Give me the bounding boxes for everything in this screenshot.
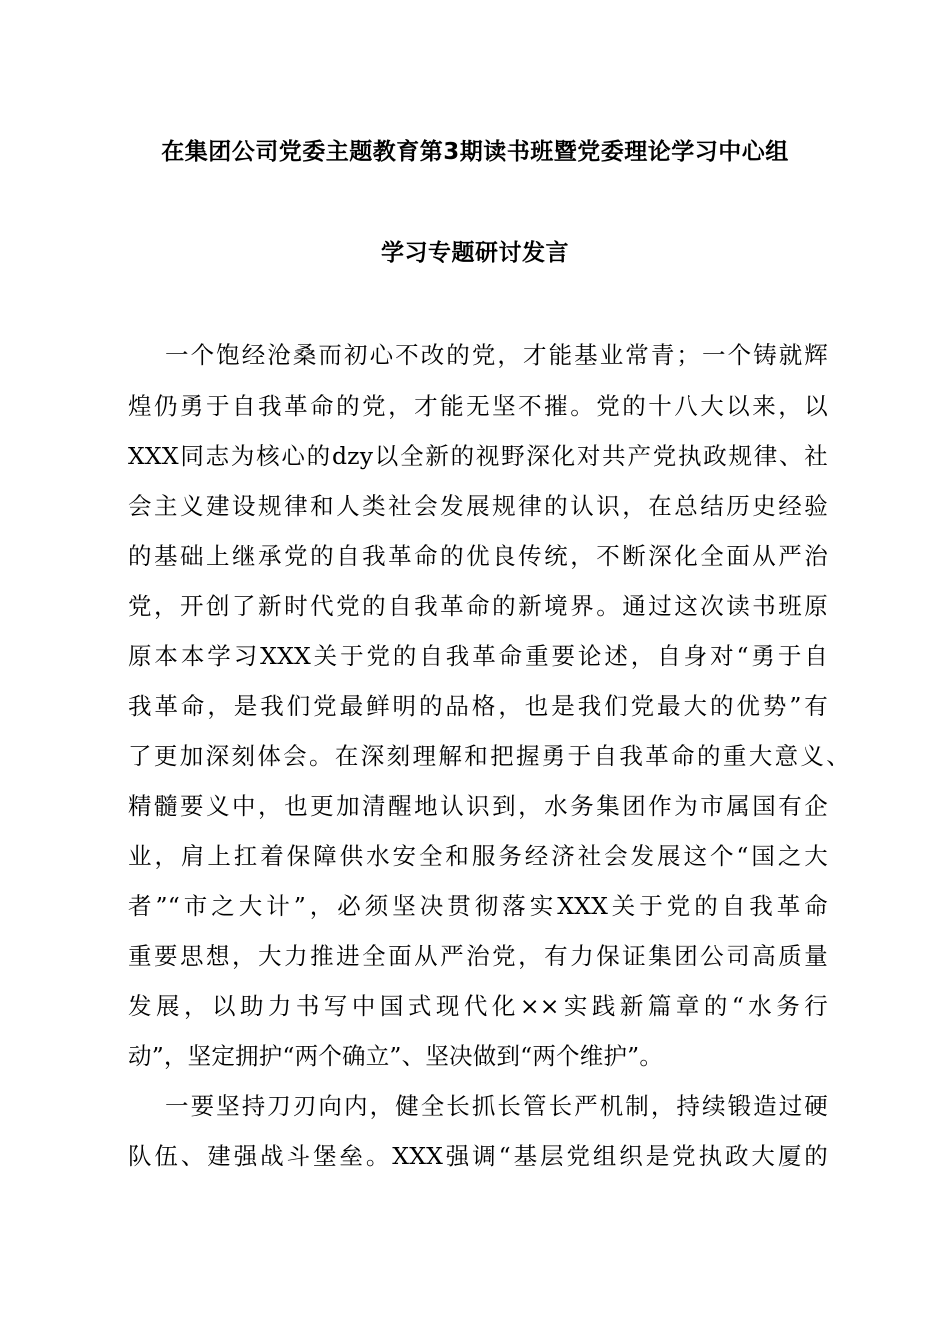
body-line: 会主义建设规律和人类社会发展规律的认识，在总结历史经验 — [128, 492, 828, 520]
body-line: 重要思想，大力推进全面从严治党，有力保证集团公司高质量 — [128, 942, 828, 970]
document-title-line-1: 在集团公司党委主题教育第3期读书班暨党委理论学习中心组 — [161, 139, 789, 165]
body-line: 队伍、建强战斗堡垒。XXX强调“基层党组织是党执政大厦的 — [128, 1142, 828, 1170]
body-line: XXX同志为核心的dzy以全新的视野深化对共产党执政规律、社 — [128, 442, 828, 470]
body-line: 发展，以助力书写中国式现代化××实践新篇章的“水务行 — [128, 992, 828, 1020]
body-line: 者”“市之大计”，必须坚决贯彻落实XXX关于党的自我革命 — [128, 892, 828, 920]
body-line: 业，肩上扛着保障供水安全和服务经济社会发展这个“国之大 — [128, 842, 828, 870]
body-line: 原本本学习XXX关于党的自我革命重要论述，自身对“勇于自 — [128, 642, 828, 670]
body-line: 一个饱经沧桑而初心不改的党，才能基业常青；一个铸就辉 — [165, 341, 828, 369]
body-line: 我革命，是我们党最鲜明的品格，也是我们党最大的优势”有 — [128, 692, 828, 720]
document-title-line-2: 学习专题研讨发言 — [381, 240, 569, 266]
body-line: 的基础上继承党的自我革命的优良传统，不断深化全面从严治 — [128, 542, 828, 570]
body-line: 精髓要义中，也更加清醒地认识到，水务集团作为市属国有企 — [128, 792, 828, 820]
body-line: 一要坚持刀刃向内，健全长抓长管长严机制，持续锻造过硬 — [165, 1092, 828, 1120]
body-line: 党，开创了新时代党的自我革命的新境界。通过这次读书班原 — [128, 592, 828, 620]
body-line: 煌仍勇于自我革命的党，才能无坚不摧。党的十八大以来，以 — [128, 392, 828, 420]
body-line: 了更加深刻体会。在深刻理解和把握勇于自我革命的重大意义、 — [128, 742, 850, 770]
body-line: 动”，坚定拥护“两个确立”、坚决做到“两个维护”。 — [128, 1042, 664, 1070]
